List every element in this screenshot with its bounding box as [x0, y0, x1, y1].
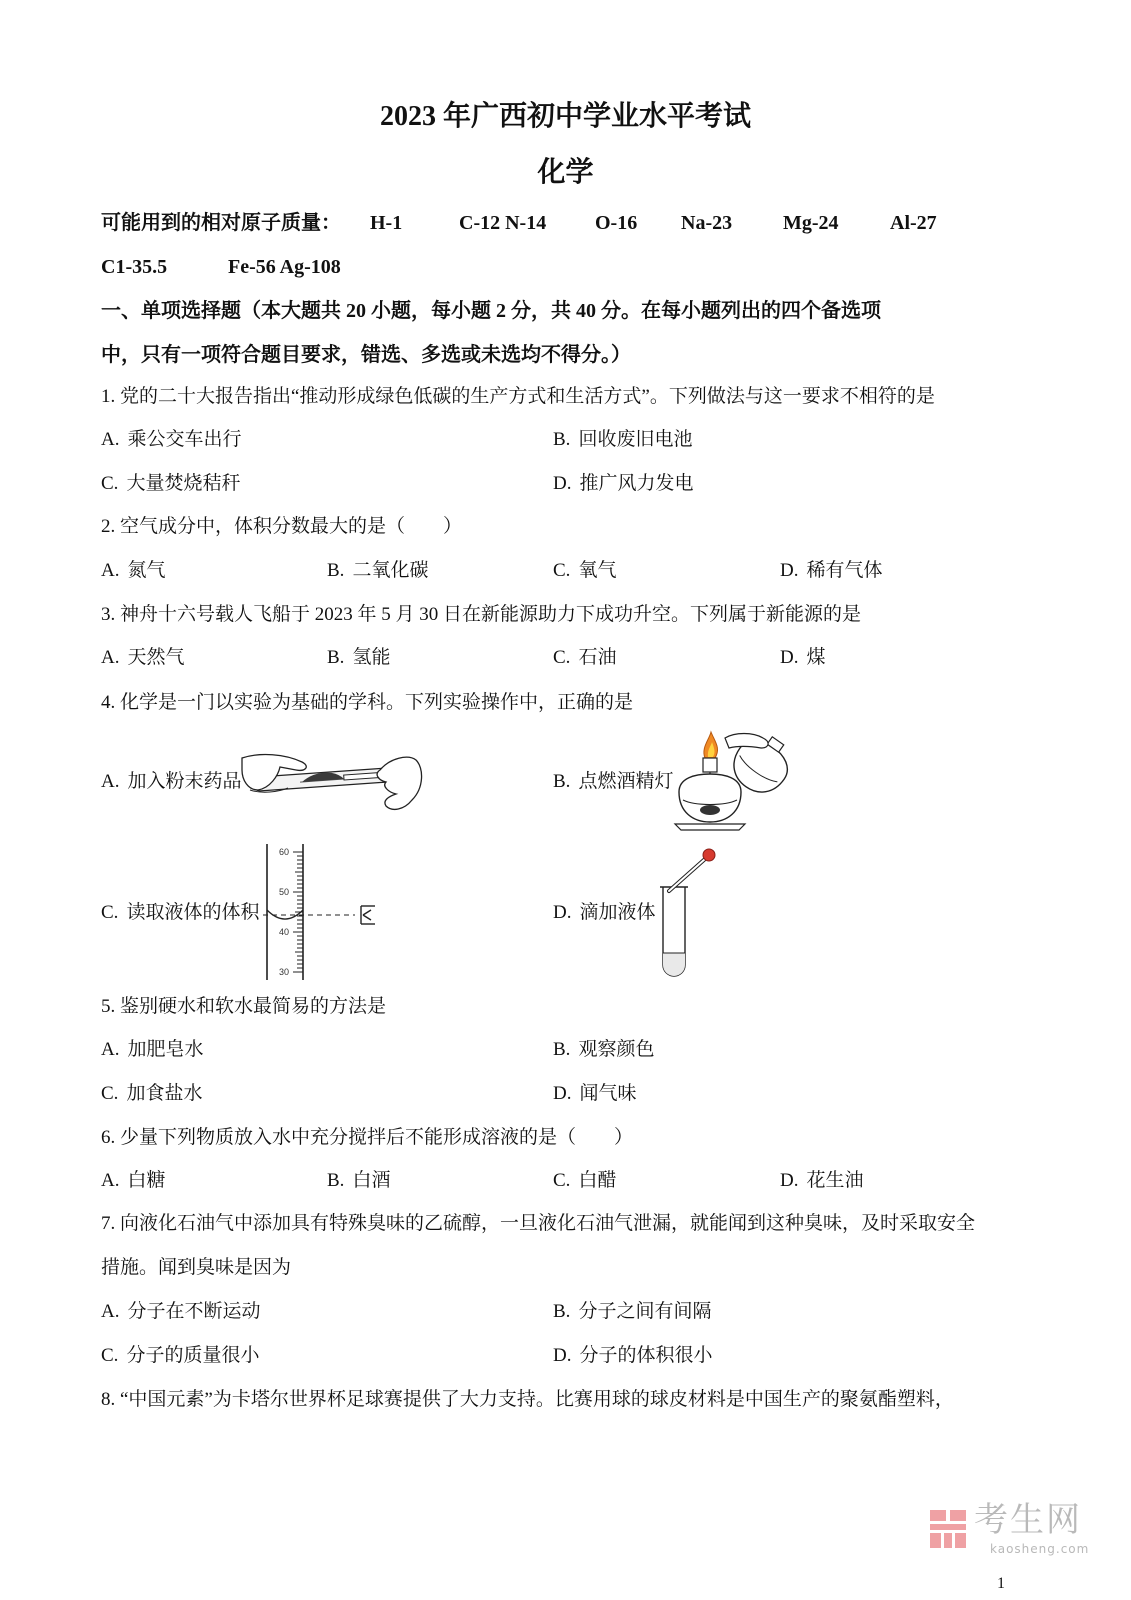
question-1-option-d [553, 472, 694, 496]
dropper-test-tube-figure [655, 845, 725, 980]
exam-title: 2023 年广西初中学业水平考试 [379, 101, 751, 132]
option-label: A. [101, 1039, 120, 1060]
atomic-mass-item: Al-27 [890, 212, 937, 234]
option-text: 稀有气体 [806, 560, 883, 581]
option-text: 观察颜色 [578, 1039, 655, 1060]
option-label: B. [553, 1039, 571, 1060]
watermark-name: 考生网 [974, 1500, 1082, 1540]
question-8-stem: 8. “中国元素”为卡塔尔世界杯足球赛提供了大力支持。比赛用球的球皮材料是中国生产的聚氨酯塑料， [101, 1389, 954, 1410]
option-label: A. [101, 560, 120, 581]
hand-icon [725, 734, 768, 749]
watermark-url: kaosheng.com [990, 1542, 1090, 1556]
option-text: 白醋 [578, 1170, 617, 1191]
option-text: 花生油 [806, 1170, 864, 1191]
question-1-option-c [101, 472, 240, 496]
option-text: 滴加液体 [579, 902, 656, 923]
atomic-mass-item: H-1 [370, 212, 403, 234]
option-label: C. [553, 560, 571, 581]
option-label: B. [327, 1170, 345, 1191]
option-text: 回收废旧电池 [578, 429, 693, 450]
option-text: 加入粉末药品 [127, 771, 242, 792]
option-label: D. [553, 473, 572, 494]
question-2-option-a [101, 559, 166, 583]
question-4-option-d [553, 901, 656, 925]
option-label: C. [553, 647, 571, 668]
section-heading-line: 中，只有一项符合题目要求，错选、多选或未选均不得分。） [101, 344, 631, 366]
option-label: D. [780, 560, 799, 581]
option-label: A. [101, 647, 120, 668]
question-6-option-c [553, 1169, 616, 1193]
option-label: B. [553, 1301, 571, 1322]
question-1-stem: 1. 党的二十大报告指出“推动形成绿色低碳的生产方式和生活方式”。下列做法与这一要求不相符的是 [101, 386, 935, 407]
option-text: 分子的质量很小 [126, 1345, 260, 1366]
option-label: A. [101, 1301, 120, 1322]
question-5-stem: 5. 鉴别硬水和软水最简易的方法是 [101, 996, 387, 1017]
alcohol-lamp-figure [665, 730, 790, 835]
option-text: 加食盐水 [126, 1083, 203, 1104]
atomic-mass-item: Mg-24 [783, 212, 839, 234]
powder-test-tube-figure [240, 740, 425, 815]
question-4-option-a [101, 770, 242, 794]
question-7-option-c [101, 1344, 259, 1368]
option-label: C. [101, 1083, 119, 1104]
right-hand-icon [377, 757, 421, 809]
option-label: D. [780, 1170, 799, 1191]
option-text: 分子在不断运动 [127, 1301, 261, 1322]
option-text: 分子之间有间隔 [578, 1301, 712, 1322]
question-7-option-b [553, 1300, 711, 1324]
option-label: C. [101, 902, 119, 923]
question-6-stem: 6. 少量下列物质放入水中充分搅拌后不能形成溶液的是（ ） [101, 1127, 634, 1148]
option-text: 天然气 [127, 647, 185, 668]
option-label: B. [327, 560, 345, 581]
question-1-option-a [101, 428, 242, 452]
atomic-mass-item: Fe-56 Ag-108 [228, 256, 341, 278]
option-text: 石油 [578, 647, 617, 668]
option-label: C. [553, 1170, 571, 1191]
scale-label-30: 30 [279, 967, 290, 977]
option-label: B. [327, 647, 345, 668]
question-3-stem: 3. 神舟十六号载人飞船于 2023 年 5 月 30 日在新能源助力下成功升空。下列属于新能源的是 [101, 604, 862, 625]
option-text: 氧气 [578, 560, 617, 581]
question-6-option-a [101, 1169, 166, 1193]
section-heading-line: 一、单项选择题（本大题共 20 小题，每小题 2 分，共 40 分。在每小题列出的四个备选项 [101, 300, 881, 322]
option-label: A. [101, 429, 120, 450]
question-6-option-b [327, 1169, 390, 1193]
option-text: 氢能 [352, 647, 391, 668]
option-label: A. [101, 1170, 120, 1191]
question-7-stem-continued: 措施。闻到臭味是因为 [101, 1257, 292, 1278]
question-4-stem: 4. 化学是一门以实验为基础的学科。下列实验操作中，正确的是 [101, 692, 634, 713]
option-text: 读取液体的体积 [126, 902, 260, 923]
question-7-stem: 7. 向液化石油气中添加具有特殊臭味的乙硫醇，一旦液化石油气泄漏，就能闻到这种臭味，及时采取安全 [101, 1213, 976, 1234]
question-2-option-c [553, 559, 616, 583]
question-1-option-b [553, 428, 692, 452]
option-text: 点燃酒精灯 [578, 771, 674, 792]
question-2-option-b [327, 559, 428, 583]
question-5-option-c [101, 1082, 202, 1106]
option-label: D. [780, 647, 799, 668]
scale-label-40: 40 [279, 927, 290, 937]
option-text: 煤 [806, 647, 826, 668]
option-label: D. [553, 1083, 572, 1104]
atomic-mass-item: O-16 [595, 212, 638, 234]
question-3-option-a [101, 646, 185, 670]
question-5-option-d [553, 1082, 637, 1106]
question-7-option-d [553, 1344, 713, 1368]
option-text: 加肥皂水 [127, 1039, 204, 1060]
kaosheng-logo-icon [928, 1508, 968, 1550]
dropper-bulb [703, 849, 715, 861]
atomic-mass-item: C-12 N-14 [459, 212, 547, 234]
scale-label-50: 50 [279, 887, 290, 897]
scale-label-60: 60 [279, 847, 290, 857]
atomic-mass-item: Na-23 [681, 212, 733, 234]
question-5-option-b [553, 1038, 654, 1062]
option-label: C. [101, 473, 119, 494]
graduated-cylinder-figure [255, 840, 385, 985]
liquid [663, 953, 685, 976]
question-3-option-d [780, 646, 826, 670]
option-text: 二氧化碳 [352, 560, 429, 581]
option-label: D. [553, 902, 572, 923]
question-4-option-c [101, 901, 259, 925]
question-6-option-d [780, 1169, 864, 1193]
option-label: B. [553, 429, 571, 450]
question-5-option-a [101, 1038, 204, 1062]
option-text: 推广风力发电 [579, 473, 694, 494]
exam-subject: 化学 [537, 157, 594, 188]
page-number: 1 [997, 1575, 1005, 1592]
question-7-option-a [101, 1300, 261, 1324]
option-label: A. [101, 771, 120, 792]
option-label: B. [553, 771, 571, 792]
question-4-option-b [553, 770, 673, 794]
option-text: 大量焚烧秸秆 [126, 473, 241, 494]
eye-icon [361, 906, 375, 924]
option-label: C. [101, 1345, 119, 1366]
option-text: 乘公交车出行 [127, 429, 242, 450]
atomic-mass-label: 可能用到的相对原子质量： [101, 212, 341, 234]
option-label: D. [553, 1345, 572, 1366]
option-text: 氮气 [127, 560, 166, 581]
option-text: 白酒 [352, 1170, 391, 1191]
option-text: 白糖 [127, 1170, 166, 1191]
atomic-mass-item: C1-35.5 [101, 256, 168, 278]
question-2-stem: 2. 空气成分中，体积分数最大的是（ ） [101, 516, 463, 537]
option-text: 分子的体积很小 [579, 1345, 713, 1366]
question-3-option-b [327, 646, 390, 670]
question-3-option-c [553, 646, 616, 670]
question-2-option-d [780, 559, 883, 583]
option-text: 闻气味 [579, 1083, 637, 1104]
